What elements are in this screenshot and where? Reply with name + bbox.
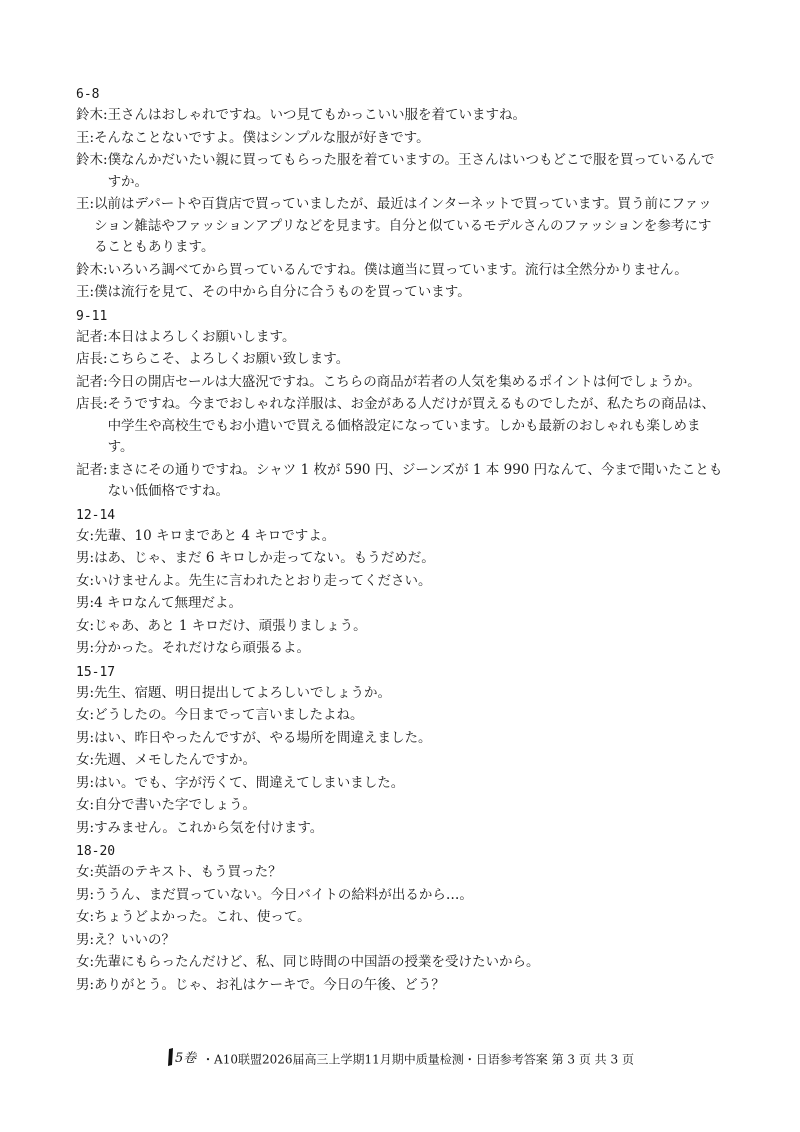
speaker-label: 女: — [76, 864, 95, 880]
speaker-label: 女: — [76, 954, 95, 970]
dialogue-line — [76, 105, 724, 127]
dialogue-text: 王さんはおしゃれですね。いつ見てもかっこいい服を着ていますね。 — [107, 107, 527, 123]
speaker-label: 王: — [76, 284, 95, 300]
dialogue-text: 僕は流行を見て、その中から自分に合うものを買っています。 — [94, 284, 471, 300]
dialogue-line — [76, 862, 724, 884]
dialogue-line — [76, 638, 724, 660]
dialogue-text: 自分で書いた字でしょう。 — [94, 797, 257, 813]
speaker-label: 男: — [76, 640, 95, 656]
speaker-label: 男: — [76, 976, 95, 993]
speaker-label: 女: — [76, 617, 95, 634]
section-number: 18-20 — [76, 844, 116, 859]
dialogue-line — [76, 683, 724, 705]
speaker-label: 女: — [76, 572, 95, 589]
dialogue-text: 分かった。それだけなら頑張るよ。 — [94, 640, 311, 656]
speaker-label: 記者: — [76, 373, 108, 390]
speaker-label: 店長: — [76, 396, 108, 412]
dialogue-text: すみません。これから気を付けます。 — [94, 819, 324, 836]
dialogue-text: 先週、メモしたんですか。 — [94, 752, 257, 768]
speaker-label: 男: — [76, 886, 95, 903]
publisher-logo — [166, 1047, 200, 1073]
dialogue-text: そんなことないですよ。僕はシンプルな服が好きです。 — [94, 129, 430, 146]
dialogue-text: 本日はよろしくお願いします。 — [107, 328, 296, 345]
dialogue-line — [76, 907, 724, 929]
dialogue-text: どうしたの。今日までって言いましたよね。 — [94, 707, 364, 723]
section-number: 9-11 — [76, 308, 108, 324]
dialogue-line — [76, 885, 724, 907]
dialogue-text: はい。でも、字が汚くて、間違えてしまいました。 — [94, 774, 405, 791]
dialogue-line — [76, 705, 724, 727]
dialogue-text: はい、昨日やったんですが、やる場所を間違えました。 — [94, 729, 432, 746]
dialogue-text: 先生、宿題、明日提出してよろしいでしょうか。 — [94, 684, 392, 701]
dialogue-line — [76, 150, 724, 193]
speaker-label: 王: — [76, 129, 95, 146]
speaker-label: 女: — [76, 707, 95, 723]
dialogue-line — [76, 327, 724, 349]
dialogue-text: いろいろ調べてから買っているんですね。僕は適当に買っています。流行は全然分かりません。 — [107, 261, 688, 278]
speaker-label: 鈴木: — [76, 107, 108, 123]
dialogue-line — [76, 460, 724, 503]
dialogue-text: 英語のテキスト、もう買った？ — [94, 864, 282, 880]
dialogue-line — [76, 194, 724, 259]
dialogue-line — [76, 548, 724, 570]
dialogue-line — [76, 372, 724, 394]
dialogue-line — [76, 260, 724, 282]
dialogue-text: え？いいの？ — [94, 931, 176, 948]
speaker-label: 鈴木: — [76, 261, 108, 278]
dialogue-line — [76, 750, 724, 772]
dialogue-text: 先輩、10 キロまであと 4 キロですよ。 — [94, 527, 336, 544]
speaker-label: 女: — [76, 797, 95, 813]
page-footer — [0, 1047, 800, 1073]
speaker-label: 女: — [76, 527, 95, 544]
footer-text: ・A10联盟2026届高三上学期11月期中质量检测・日语参考答案 第 3 页 共 3 页 — [202, 1052, 634, 1067]
dialogue-line — [76, 128, 724, 150]
section-number: 12-14 — [76, 507, 116, 523]
svg-text:5卷: 5卷 — [175, 1051, 197, 1066]
dialogue-text: 以前はデパートや百貨店で買っていましたが、最近はインターネットで買っています。買う前にファッション雑誌やファッションアプリなどを見ます。自分と似ているモデルさんのファッションを参考にすることもあります。 — [94, 196, 712, 255]
dialogue-line — [76, 526, 724, 548]
speaker-label: 鈴木: — [76, 152, 108, 168]
dialogue-line — [76, 930, 724, 952]
dialogue-text: はあ、じゃ、まだ 6 キロしか走ってない。もうだめだ。 — [94, 550, 435, 566]
dialogue-line — [76, 818, 724, 840]
dialogue-line — [76, 728, 724, 750]
dialogue-text: 今日の開店セールは大盛況ですね。こちらの商品が若者の人気を集めるポイントは何でしょうか。 — [107, 373, 701, 390]
dialogue-line — [76, 952, 724, 974]
dialogue-line — [76, 571, 724, 593]
speaker-label: 店長: — [76, 351, 108, 367]
dialogue-text: いけませんよ。先生に言われたとおり走ってください。 — [94, 572, 432, 589]
section-number: 15-17 — [76, 664, 116, 680]
dialogue-text: ありがとう。じゃ、お礼はケーキで。今日の午後、どう？ — [94, 976, 445, 993]
dialogue-text: 4 キロなんて無理だよ。 — [94, 595, 242, 611]
speaker-label: 記者: — [76, 328, 108, 345]
document-body — [76, 82, 724, 997]
section-number: 6-8 — [76, 87, 100, 102]
dialogue-line — [76, 616, 724, 638]
speaker-label: 王: — [76, 196, 95, 212]
speaker-label: 男: — [76, 819, 95, 836]
dialogue-text: ちょうどよかった。これ、使って。 — [94, 909, 311, 925]
speaker-label: 男: — [76, 931, 95, 948]
dialogue-text: そうですね。今までおしゃれな洋服は、お金がある人だけが買えるものでしたが、私たちの商品は、中学生や高校生でもお小遣いで買える価格設定になっています。しかも最新のおしゃれも楽しめます。 — [107, 396, 716, 455]
speaker-label: 女: — [76, 909, 95, 925]
dialogue-line — [76, 349, 724, 371]
dialogue-line — [76, 975, 724, 997]
dialogue-text: 先輩にもらったんだけど、私、同じ時間の中国語の授業を受けたいから。 — [94, 954, 540, 970]
dialogue-text: まさにその通りですね。シャツ 1 枚が 590 円、ジーンズが 1 本 990 円なんて、今まで聞いたこともない低価格ですね。 — [107, 461, 723, 499]
speaker-label: 男: — [76, 684, 95, 701]
speaker-label: 女: — [76, 752, 95, 768]
speaker-label: 記者: — [76, 461, 108, 478]
dialogue-text: 僕なんかだいたい親に買ってもらった服を着ていますの。王さんはいつもどこで服を買っているんですか。 — [107, 152, 715, 190]
speaker-label: 男: — [76, 729, 95, 746]
speaker-label: 男: — [76, 550, 95, 566]
dialogue-line — [76, 593, 724, 615]
dialogue-line — [76, 394, 724, 459]
dialogue-text: ううん、まだ買っていない。今日バイトの給料が出るから…。 — [94, 886, 473, 903]
dialogue-text: じゃあ、あと 1 キロだけ、頑張りましょう。 — [94, 617, 367, 634]
dialogue-line — [76, 282, 724, 304]
dialogue-line — [76, 773, 724, 795]
dialogue-text: こちらこそ、よろしくお願い致します。 — [107, 351, 350, 367]
speaker-label: 男: — [76, 595, 95, 611]
speaker-label: 男: — [76, 774, 95, 791]
dialogue-line — [76, 795, 724, 817]
